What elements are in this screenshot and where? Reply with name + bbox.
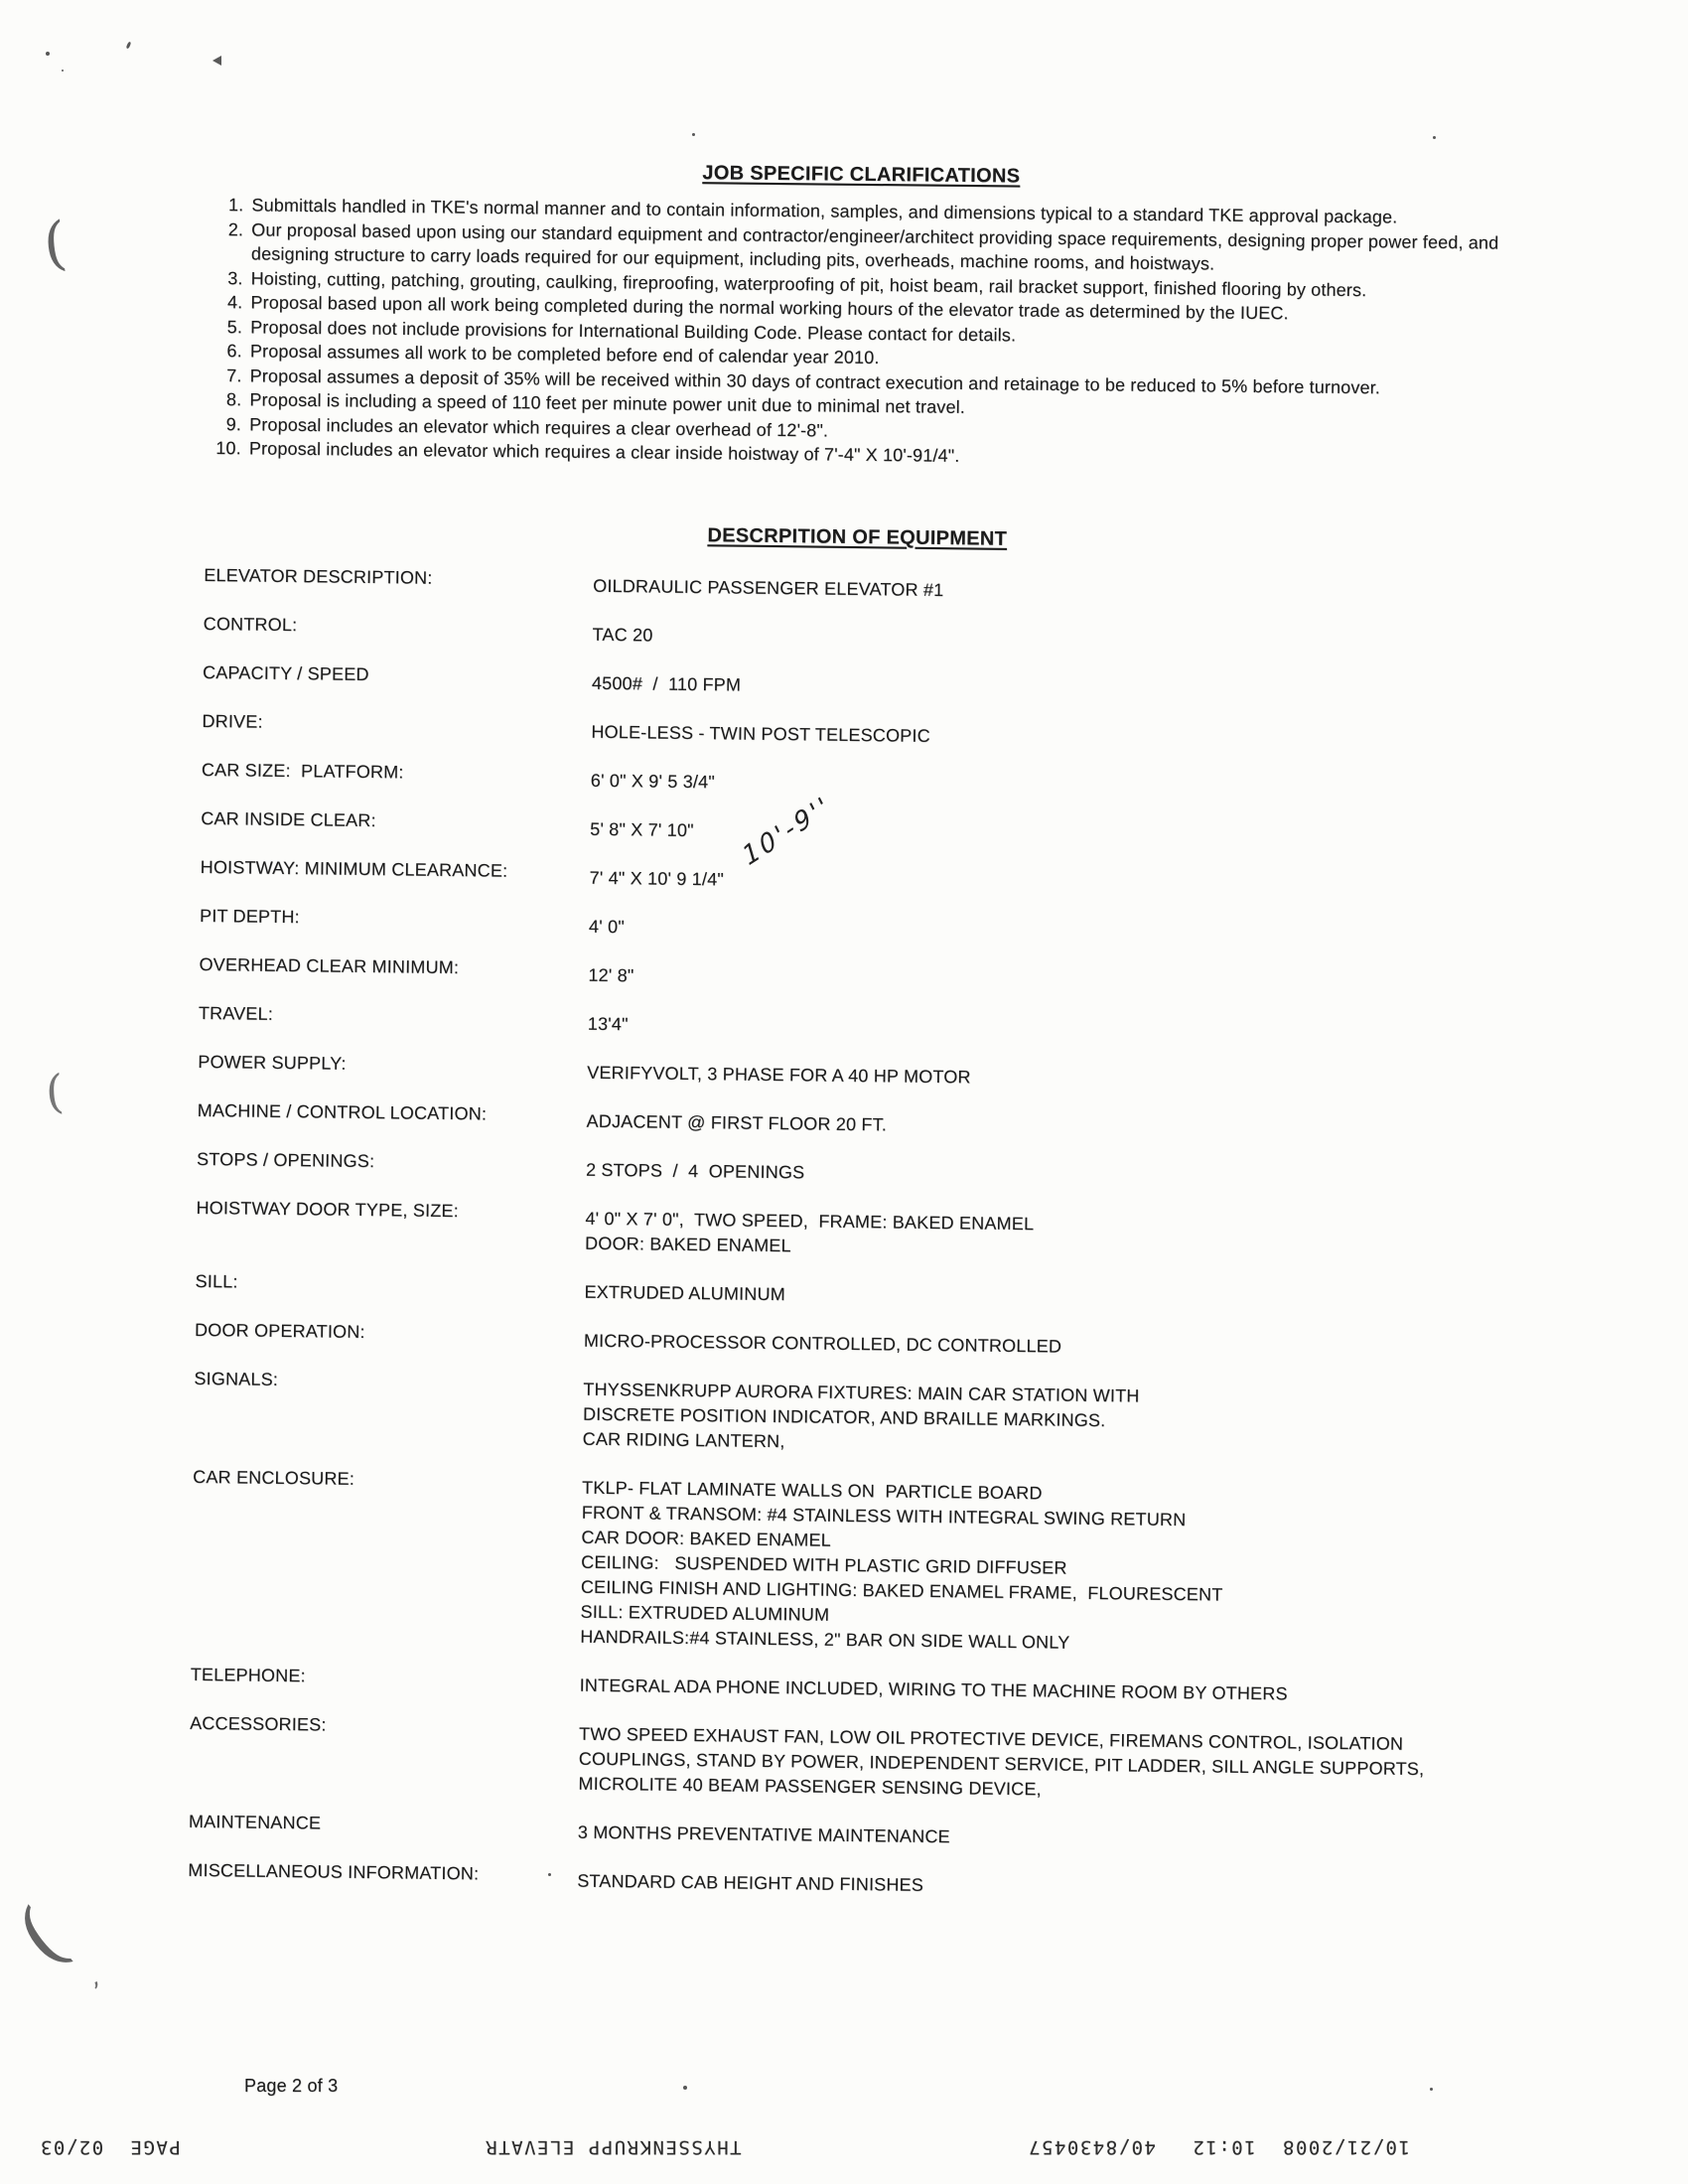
equipment-row-label: ACCESSORIES:: [190, 1712, 327, 1735]
equipment-row: [201, 855, 1506, 896]
equipment-row: [196, 1196, 1502, 1261]
equipment-row-label: TRAVEL:: [198, 1002, 274, 1024]
clarifications-section: [211, 157, 1509, 474]
equipment-row-value: INTEGRAL ADA PHONE INCLUDED, WIRING TO THE MACHINE ROOM BY OTHERS: [579, 1674, 1288, 1704]
clarification-item: 10. Proposal includes an elevator which requires a clear inside hoistway of 7'-4" X 10'-91/4".: [246, 436, 1506, 474]
equipment-row-label: CAR SIZE: PLATFORM:: [201, 759, 404, 783]
fax-station-name: THYSSENKRUPP ELEVATR: [484, 2136, 742, 2158]
equipment-row: [195, 1269, 1500, 1310]
equipment-row-value: HOLE-LESS - TWIN POST TELESCOPIC: [591, 721, 930, 746]
clarification-item: 9. Proposal includes an elevator which requires a clear overhead of 12'-8".: [246, 412, 1506, 450]
equipment-row-label: OVERHEAD CLEAR MINIMUM:: [199, 953, 460, 978]
equipment-row-value: 2 STOPS / 4 OPENINGS: [585, 1159, 805, 1183]
clarification-item: 3. Hoisting, cutting, patching, grouting, caulking, fireproofing, waterproofing of pit, hoist beam, rail bracket support, finished flooring by others.: [248, 266, 1508, 304]
equipment-row-label: DOOR OPERATION:: [194, 1319, 365, 1343]
equipment-row: [189, 1711, 1495, 1802]
equipment-row-label: CAR ENCLOSURE:: [193, 1466, 355, 1489]
equipment-row-value: 12' 8": [588, 964, 634, 986]
equipment-row-value: EXTRUDED ALUMINUM: [584, 1281, 786, 1305]
equipment-row-value: 4' 0" X 7' 0", TWO SPEED, FRAME: BAKED ENAMEL DOOR: BAKED ENAMEL: [584, 1208, 1035, 1256]
scan-speck: [46, 52, 50, 56]
equipment-row-value: STANDARD CAB HEIGHT AND FINISHES: [577, 1870, 924, 1895]
equipment-row-value: VERIFYVOLT, 3 PHASE FOR A 40 HP MOTOR: [587, 1062, 971, 1088]
equipment-row-label: HOISTWAY DOOR TYPE, SIZE:: [196, 1197, 459, 1222]
clarification-item: 4. Proposal based upon all work being completed during the normal working hours of the elevator trade as determined by the IUEC.: [247, 290, 1507, 328]
equipment-row-label: SILL:: [195, 1270, 238, 1292]
scan-speck: [1430, 2088, 1433, 2091]
equipment-row-label: ELEVATOR DESCRIPTION:: [204, 564, 433, 588]
scan-mark-curve: (: [0, 1890, 82, 1982]
equipment-row-label: CONTROL:: [203, 613, 298, 636]
equipment-heading: DESCRPITION OF EQUIPMENT: [707, 524, 1008, 550]
scan-speck: [62, 70, 64, 72]
equipment-row-value: 13'4": [587, 1013, 629, 1035]
equipment-row-label: DRIVE:: [202, 710, 263, 732]
equipment-row: [197, 1147, 1502, 1188]
fax-footer: [0, 2131, 1688, 2163]
equipment-row-value: 4500# / 110 FPM: [591, 672, 742, 695]
equipment-row: [199, 952, 1504, 993]
equipment-row-label: MISCELLANEOUS INFORMATION:: [188, 1859, 480, 1884]
clarifications-list: [211, 193, 1509, 474]
equipment-section: [188, 518, 1510, 1923]
equipment-row: [191, 1663, 1496, 1703]
clarification-item: 5. Proposal does not include provisions for International Building Code. Please contact for details.: [247, 315, 1507, 353]
equipment-row: [199, 1001, 1504, 1042]
equipment-row: [191, 1465, 1498, 1655]
equipment-row-label: CAPACITY / SPEED: [202, 661, 369, 685]
scan-speck: [126, 42, 132, 50]
equipment-row: [194, 1367, 1500, 1457]
equipment-row-value: TAC 20: [592, 624, 653, 646]
equipment-row: [204, 612, 1509, 653]
page-number: Page 2 of 3: [244, 2076, 339, 2096]
clarification-item: 6. Proposal assumes all work to be completed before end of calendar year 2010.: [247, 339, 1507, 376]
equipment-row-value: MICRO-PROCESSOR CONTROLLED, DC CONTROLLED: [583, 1330, 1062, 1357]
equipment-row: [198, 1098, 1503, 1139]
equipment-row-value: 3 MONTHS PREVENTATIVE MAINTENANCE: [577, 1821, 950, 1847]
equipment-row-value: 4' 0": [588, 916, 625, 938]
equipment-row-value: 5' 8" X 7' 10": [590, 818, 694, 841]
equipment-row-value: TWO SPEED EXHAUST FAN, LOW OIL PROTECTIVE DEVICE, FIREMANS CONTROL, ISOLATION COUPLINGS, STAND BY POWER, INDEPENDENT SERVICE, PIT LADDER, SILL ANGLE SUPPORTS, MICROLITE 40 BEAM PASSENGER SENSING DEVICE,: [578, 1723, 1425, 1800]
equipment-row: [200, 904, 1505, 945]
scan-speck: [683, 2086, 687, 2090]
equipment-row-value: ADJACENT @ FIRST FLOOR 20 FT.: [586, 1110, 888, 1135]
equipment-row-label: STOPS / OPENINGS:: [196, 1148, 375, 1172]
equipment-row-label: PIT DEPTH:: [199, 905, 300, 928]
clarification-item: 1. Submittals handled in TKE's normal manner and to contain information, samples, and dimensions typical to a standard TKE approval package.: [248, 193, 1508, 230]
equipment-row-label: POWER SUPPLY:: [198, 1051, 347, 1074]
equipment-row-label: HOISTWAY: MINIMUM CLEARANCE:: [200, 856, 508, 881]
clarification-item: 7. Proposal assumes a deposit of 35% will be received within 30 days of contract execution and retainage to be reduced to 5% before turnover.: [247, 364, 1507, 401]
scan-mark-arrow: [212, 56, 221, 66]
equipment-row-label: SIGNALS:: [194, 1368, 279, 1389]
scan-mark-paren: (: [40, 209, 70, 278]
equipment-row: [201, 806, 1506, 847]
equipment-table: [188, 563, 1509, 1899]
equipment-row-label: MAINTENANCE: [188, 1811, 322, 1833]
equipment-row: [188, 1858, 1493, 1899]
handwritten-note: 10'-9'': [738, 790, 837, 873]
equipment-row: [198, 1050, 1503, 1091]
clarification-item: 2. Our proposal based upon using our standard equipment and contractor/engineer/architect providing space requirements, designing proper power feed, and designing structure to carry loads required for our equipment, including pits, overheads, machine rooms, and hoistways.: [248, 218, 1508, 279]
equipment-row-label: TELEPHONE:: [190, 1664, 306, 1686]
fax-datetime: 10/21/2008 10:12: [1192, 2136, 1410, 2158]
equipment-row-value: 7' 4" X 10' 9 1/4": [589, 867, 725, 890]
equipment-row: [189, 1810, 1494, 1850]
equipment-row: [195, 1318, 1500, 1359]
scan-speck: [1433, 136, 1436, 139]
equipment-row-value: 6' 0" X 9' 5 3/4": [590, 770, 716, 793]
equipment-row-value: THYSSENKRUPP AURORA FIXTURES: MAIN CAR STATION WITH DISCRETE POSITION INDICATOR, AND BRAILLE MARKINGS. CAR RIDING LANTERN,: [582, 1379, 1140, 1452]
scan-speck: [692, 133, 695, 136]
equipment-row-label: MACHINE / CONTROL LOCATION:: [197, 1099, 488, 1124]
scan-mark-paren: (: [44, 1064, 66, 1119]
equipment-row: [203, 660, 1508, 701]
fax-page-label: PAGE 02/03: [39, 2136, 181, 2158]
equipment-row: [202, 758, 1507, 799]
equipment-row: [202, 709, 1507, 750]
clarification-item: 8. Proposal is including a speed of 110 feet per minute power unit due to minimal net travel.: [246, 387, 1506, 425]
equipment-row-label: CAR INSIDE CLEAR:: [201, 807, 376, 831]
scan-mark-comma: ,: [83, 1962, 104, 1993]
fax-number: 40/8430457: [1027, 2136, 1157, 2158]
equipment-row-value: TKLP- FLAT LAMINATE WALLS ON PARTICLE BOARD FRONT & TRANSOM: #4 STAINLESS WITH INTEGRAL SWING RETURN CAR DOOR: BAKED ENAMEL CEILING: SUSPENDED WITH PLASTIC GRID DIFFUSER CEILING FINISH AND LIGHTING: BAKED ENAMEL FRAME, FLOURESCENT SILL: EXTRUDED ALUMINUM HANDRAILS:#4 STAINLESS, 2" BAR ON SIDE WALL ONLY: [580, 1477, 1223, 1653]
equipment-row-value: OILDRAULIC PASSENGER ELEVATOR #1: [593, 575, 944, 601]
equipment-row: [204, 563, 1509, 604]
page-title: JOB SPECIFIC CLARIFICATIONS: [702, 162, 1021, 188]
